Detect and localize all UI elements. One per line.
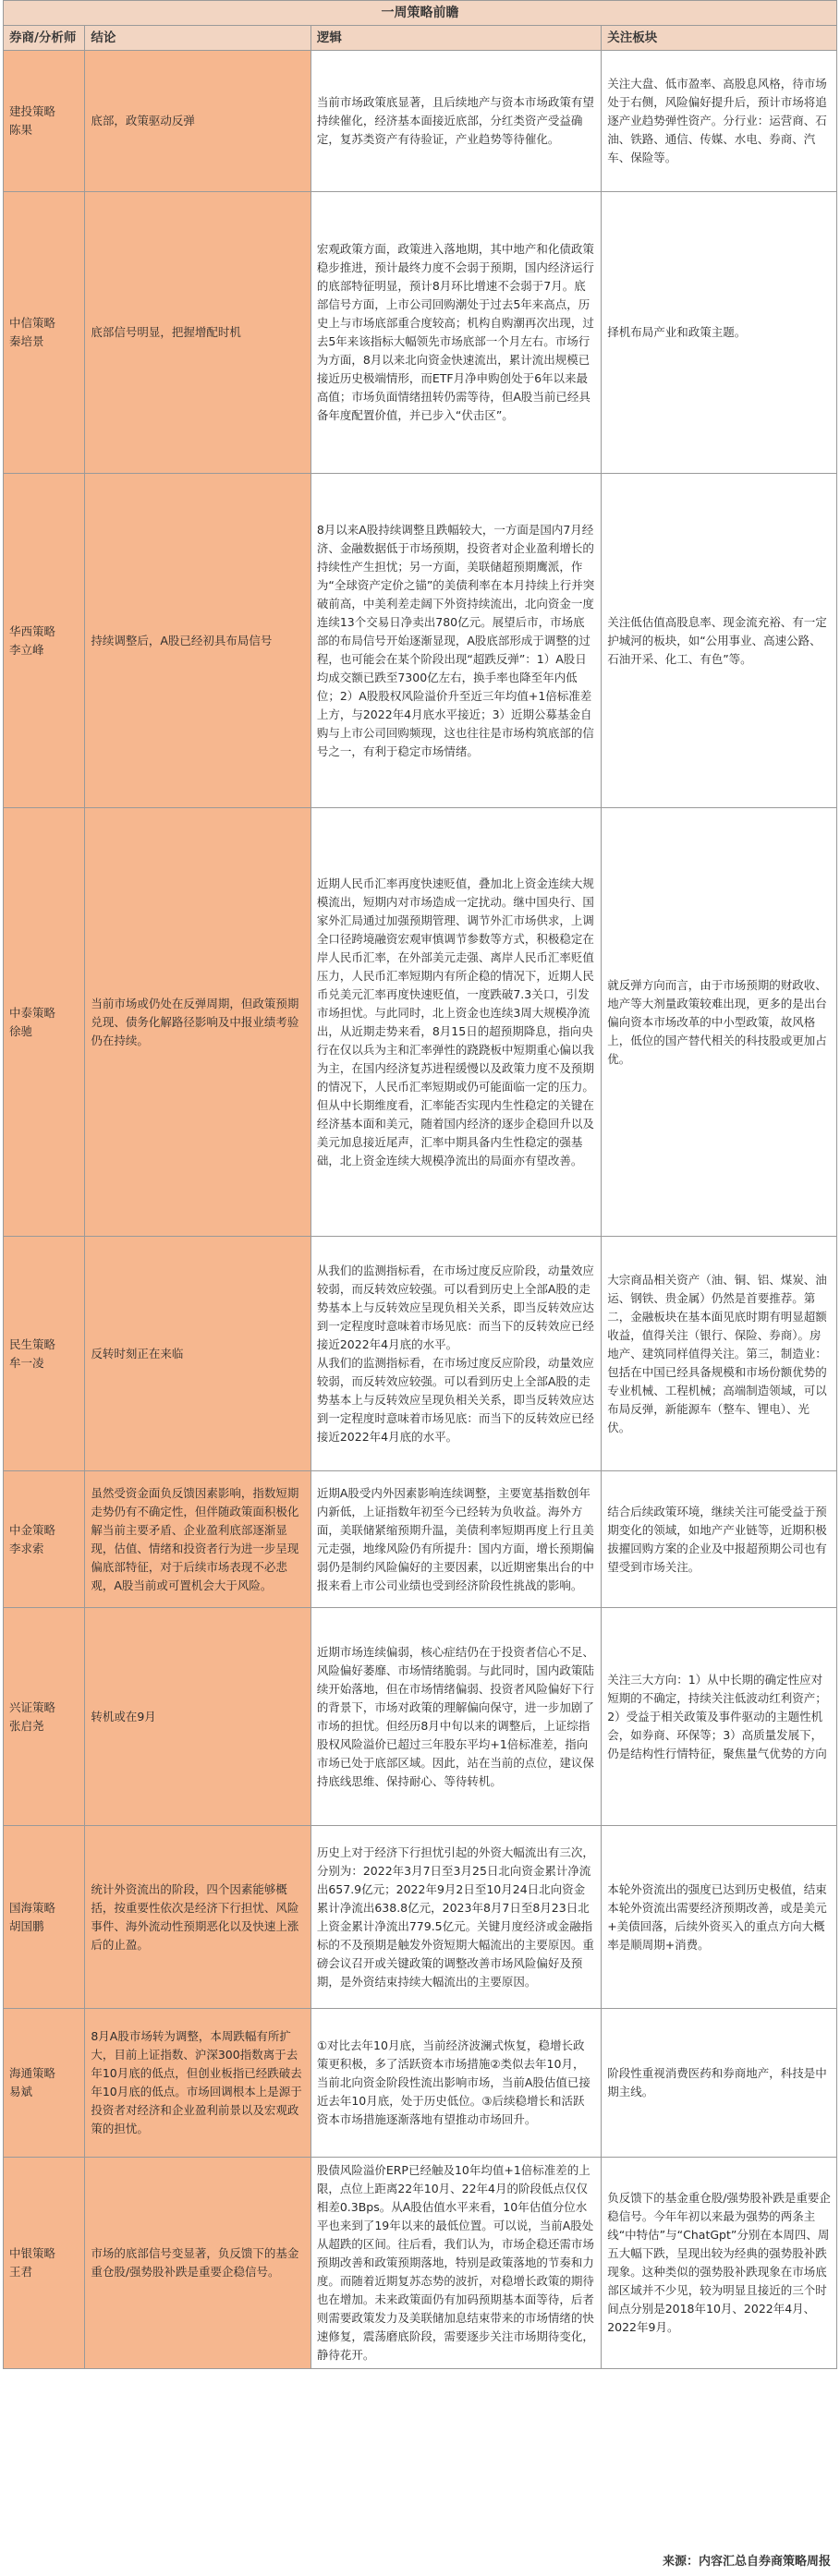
logic-cell: 股债风险溢价ERP已经触及10年均值+1倍标准差的上限，点位上距离22年10月、22年4月的阶段低点仅仅相差0.3Bps。从A股估值水平来看，10年估值分位水平也来到了19年以来的最低位置。可以说，当前A股处从超跌的区间。往后看，我们认为，市场企稳还需市场预期改善和政策预期落地，特别是政策落地的节奏和力度。而随着近期复苏态势的波折，对稳增长政策的期待也在增加。未来政策面仍有加码预期基本面等待，后者则需要政策发力及美联储加息结束带来的市场情绪的快速修复，震荡磨底阶段，需要逐步关注市场期待变化，静待花开。 (310, 2158, 601, 2369)
conclusion-cell: 虽然受资金面负反馈因素影响，指数短期走势仍有不确定性，但伴随政策面积极化解当前主要矛盾、企业盈利底部逐渐显现，估值、情绪和投资者行为进一步呈现偏底部特征，对于后续市场表现不必悲观，A股当前或可置机会大于风险。 (85, 1471, 311, 1608)
source-note: 来源：内容汇总自券商策略周报 (662, 2555, 831, 2569)
table-row (4, 192, 837, 474)
analyst-cell: 民生策略 牟一凌 (4, 1237, 85, 1471)
analyst-cell: 中金策略 李求索 (4, 1471, 85, 1608)
focus-cell: 结合后续政策环境，继续关注可能受益于预期变化的领域，如地产产业链等，近期积极拔擢回购方案的企业及中报超预期公司也有望受到市场关注。 (602, 1471, 837, 1608)
focus-cell: 本轮外资流出的强度已达到历史极值，结束本轮外资流出需要经济预期改善，或是美元+美债回落，后续外资买入的重点方向大概率是顺周期+消费。 (602, 1826, 837, 2009)
conclusion-cell: 反转时刻正在来临 (85, 1237, 311, 1471)
conclusion-cell: 持续调整后，A股已经初具布局信号 (85, 474, 311, 808)
analyst-cell: 建投策略 陈果 (4, 51, 85, 192)
table-row (4, 1608, 837, 1826)
logic-cell: 当前市场政策底显著，且后续地产与资本市场政策有望持续催化，经济基本面接近底部，分红类资产受益确定，复苏类资产有待验证，产业趋势等待催化。 (310, 51, 601, 192)
table-row (4, 2158, 837, 2369)
header-analyst: 券商/分析师 (4, 26, 85, 51)
conclusion-cell: 统计外资流出的阶段，四个因素能够概括，按重要性依次是经济下行担忧、风险事件、海外流动性预期恶化以及快速上涨后的止盈。 (85, 1826, 311, 2009)
table-row (4, 1237, 837, 1471)
focus-cell: 负反馈下的基金重仓股/强势股补跌是重要企稳信号。今年年初以来最为强势的两条主线“中特估”与“ChatGpt”分别在本周四、周五大幅下跌，呈现出较为经典的强势股补跌现象。这种类似的强势股补跌现象在市场底部区域并不少见，较为明显且接近的三个时间点分别是2018年10月、2022年4月、2022年9月。 (602, 2158, 837, 2369)
logic-cell: 8月以来A股持续调整且跌幅较大，一方面是国内7月经济、金融数据低于市场预期，投资者对企业盈利增长的持续性产生担忧；另一方面，美联储超预期鹰派，作为“全球资产定价之锚”的美债利率在本月持续上行并突破前高，中美利差走阔下外资持续流出，北向资金一度连续13个交易日净卖出780亿元。展望后市，市场底部的布局信号开始逐渐显现，A股底部形成于调整的过程，也可能会在某个阶段出现“超跌反弹”：1）A股日均成交额已跌至7300亿左右，换手率也降至年内低位；2）A股股权风险溢价升至近三年均值+1倍标准差上方，与2022年4月底水平接近；3）近期公募基金自购与上市公司回购频现，这也往往是市场构筑底部的信号之一，有利于稳定市场情绪。 (310, 474, 601, 808)
header-logic: 逻辑 (310, 26, 601, 51)
table-row (4, 1471, 837, 1608)
analyst-cell: 中银策略 王君 (4, 2158, 85, 2369)
focus-cell: 关注低估值高股息率、现金流充裕、有一定护城河的板块，如“公用事业、高速公路、石油开采、化工、有色”等。 (602, 474, 837, 808)
logic-cell: 近期人民币汇率再度快速贬值，叠加北上资金连续大规模流出，短期内对市场造成一定扰动。继中国央行、国家外汇局通过加强预期管理、调节外汇市场供求，上调全口径跨境融资宏观审慎调节参数等方式，积极稳定在岸人民币汇率，在外部美元走强、离岸人民币汇率贬值压力，人民币汇率短期内有所企稳的情况下，近期人民币兑美元汇率再度快速贬值，一度跌破7.3关口，引发市场担忧。与此同时，北上资金也连续3周大规模净流出，从近期走势来看，8月15日的超预期降息，指向央行在仅以兵为主和汇率弹性的跷跷板中短期重心偏以我为主，在国内经济复苏进程缓慢以及政策力度不及预期的情况下，人民币汇率短期或仍可能面临一定的压力。但从中长期维度看，汇率能否实现内生性稳定的关键在经济基本面和美元，随着国内经济的逐步企稳回升以及美元加息接近尾声，汇率中期具备内生性稳定的强基础，北上资金连续大规模净流出的局面亦有望改善。 (310, 808, 601, 1237)
table-row (4, 2009, 837, 2158)
logic-cell: 从我们的监测指标看，在市场过度反应阶段，动量效应较弱，而反转效应较强。可以看到历史上全部A股的走势基本上与反转效应呈现负相关关系，即当反转效应达到一定程度时意味着市场见底：而当下的反转效应已经接近2022年4月底的水平。 从我们的监测指标看，在市场过度反应阶段，动量效应较弱，而反转效应较强。可以看到历史上全部A股的走势基本上与反转效应呈现负相关关系，即当反转效应达到一定程度时意味着市场见底：而当下的反转效应已经接近2022年4月底的水平。 (310, 1237, 601, 1471)
focus-cell: 关注三大方向：1）从中长期的确定性应对短期的不确定，持续关注低波动红利资产；2）受益于相关政策及事件驱动的主题性机会，如券商、环保等；3）高质量发展下，仍是结构性行情特征，聚焦量气优势的方向 (602, 1608, 837, 1826)
logic-cell: 宏观政策方面，政策进入落地期，其中地产和化债政策稳步推进，预计最终力度不会弱于预期，国内经济运行的底部特征明显，预计8月环比增速不会弱于7月。底部信号方面，上市公司回购潮处于过去5年来高点，历史上与市场底部重合度较高；机构自购潮再次出现，过去5年来该指标大幅领先市场底部一个月左右。市场行为方面，8月以来北向资金快速流出，累计流出规模已接近历史极端情形，而ETF月净申购创处于6年以来最高值；市场负面情绪扭转仍需等待，但A股当前已经具备年度配置价值，并已步入“伏击区”。 (310, 192, 601, 474)
logic-cell: 近期市场连续偏弱，核心症结仍在于投资者信心不足、风险偏好萎靡、市场情绪脆弱。与此同时，国内政策陆续开始落地，但在市场情绪偏弱、投资者风险偏好下行的背景下，市场对政策的理解偏向保守，进一步加剧了市场的担忧。但经历8月中旬以来的调整后，上证综指股权风险溢价已超过三年股东平均+1倍标准差，指向市场已处于底部区域。因此，站在当前的点位，建议保持底线思维、保持耐心、等待转机。 (310, 1608, 601, 1826)
focus-cell: 阶段性重视消费医药和券商地产，科技是中期主线。 (602, 2009, 837, 2158)
focus-cell: 就反弹方向而言，由于市场预期的财政收、地产等大剂量政策较难出现，更多的是出台偏向资本市场改革的中小型政策，故风格上，低位的国产替代相关的科技股或更加占优。 (602, 808, 837, 1237)
conclusion-cell: 底部，政策驱动反弹 (85, 51, 311, 192)
analyst-cell: 华西策略 李立峰 (4, 474, 85, 808)
logic-cell: ①对比去年10月底，当前经济波澜式恢复，稳增长政策更积极，多了活跃资本市场措施②类似去年10月，当前北向资金阶段性流出影响市场，当前A股估值已接近去年10月底，处于历史低位。③后续稳增长和活跃资本市场措施逐渐落地有望推动市场回升。 (310, 2009, 601, 2158)
conclusion-cell: 当前市场或仍处在反弹周期，但政策预期兑现、债务化解路径影响及中报业绩考验仍在持续。 (85, 808, 311, 1237)
conclusion-cell: 8月A股市场转为调整，本周跌幅有所扩大，目前上证指数、沪深300指数离于去年10月底的低点，但创业板指已经跌破去年10月底的低点。市场回调根本上是源于投资者对经济和企业盈利前景以及宏观政策的担忧。 (85, 2009, 311, 2158)
focus-cell: 关注大盘、低市盈率、高股息风格，待市场处于右侧，风险偏好提升后，预计市场将追逐产业趋势弹性资产。分行业：运营商、石油、铁路、通信、传媒、水电、券商、汽车、保险等。 (602, 51, 837, 192)
table-row (4, 474, 837, 808)
table-row (4, 808, 837, 1237)
analyst-cell: 兴证策略 张启尧 (4, 1608, 85, 1826)
conclusion-cell: 转机或在9月 (85, 1608, 311, 1826)
conclusion-cell: 市场的底部信号变显著，负反馈下的基金重仓股/强势股补跌是重要企稳信号。 (85, 2158, 311, 2369)
table-title: 一周策略前瞻 (4, 1, 837, 26)
header-focus: 关注板块 (602, 26, 837, 51)
logic-cell: 历史上对于经济下行担忧引起的外资大幅流出有三次，分别为：2022年3月7日至3月25日北向资金累计净流出657.9亿元；2022年9月2日至10月24日北向资金累计净流出638.8亿元，2023年8月7日至8月23日北上资金累计净流出779.5亿元。关键月度经济或金融指标的不及预期是触发外资短期大幅流出的主要原因。重磅会议召开或关键政策的调整改善市场风险偏好及预期，是外资结束持续大幅流出的主要原因。 (310, 1826, 601, 2009)
header-conclusion: 结论 (85, 26, 311, 51)
table-header-row (4, 26, 837, 51)
table-title-row (4, 1, 837, 26)
conclusion-cell: 底部信号明显，把握增配时机 (85, 192, 311, 474)
analyst-cell: 国海策略 胡国鹏 (4, 1826, 85, 2009)
analyst-cell: 中信策略 秦培景 (4, 192, 85, 474)
table-row (4, 51, 837, 192)
strategy-table (3, 0, 837, 2369)
logic-cell: 近期A股受内外因素影响连续调整，主要宽基指数创年内新低，上证指数年初至今已经转为负收益。海外方面，美联储紧缩预期升温，美债利率短期再度上行且美元走强，地缘风险仍有所提升：国内方面，增长预期偏弱仍是制约风险偏好的主要因素，以近期密集出台的中报来看上市公司业绩也受到经济阶段性挑战的影响。 (310, 1471, 601, 1608)
analyst-cell: 中泰策略 徐驰 (4, 808, 85, 1237)
focus-cell: 择机布局产业和政策主题。 (602, 192, 837, 474)
analyst-cell: 海通策略 易斌 (4, 2009, 85, 2158)
focus-cell: 大宗商品相关资产（油、铜、铝、煤炭、油运、钢铁、贵金属）仍然是首要推荐。第二，金融板块在基本面见底时期有明显超额收益，值得关注（银行、保险、券商）。房地产、建筑同样值得关注。第三，制造业：包括在中国已经具备规模和市场份额优势的专业机械、工程机械；高端制造领域，可以布局反弹，新能源车（整车、锂电）、光伏。 (602, 1237, 837, 1471)
table-row (4, 1826, 837, 2009)
